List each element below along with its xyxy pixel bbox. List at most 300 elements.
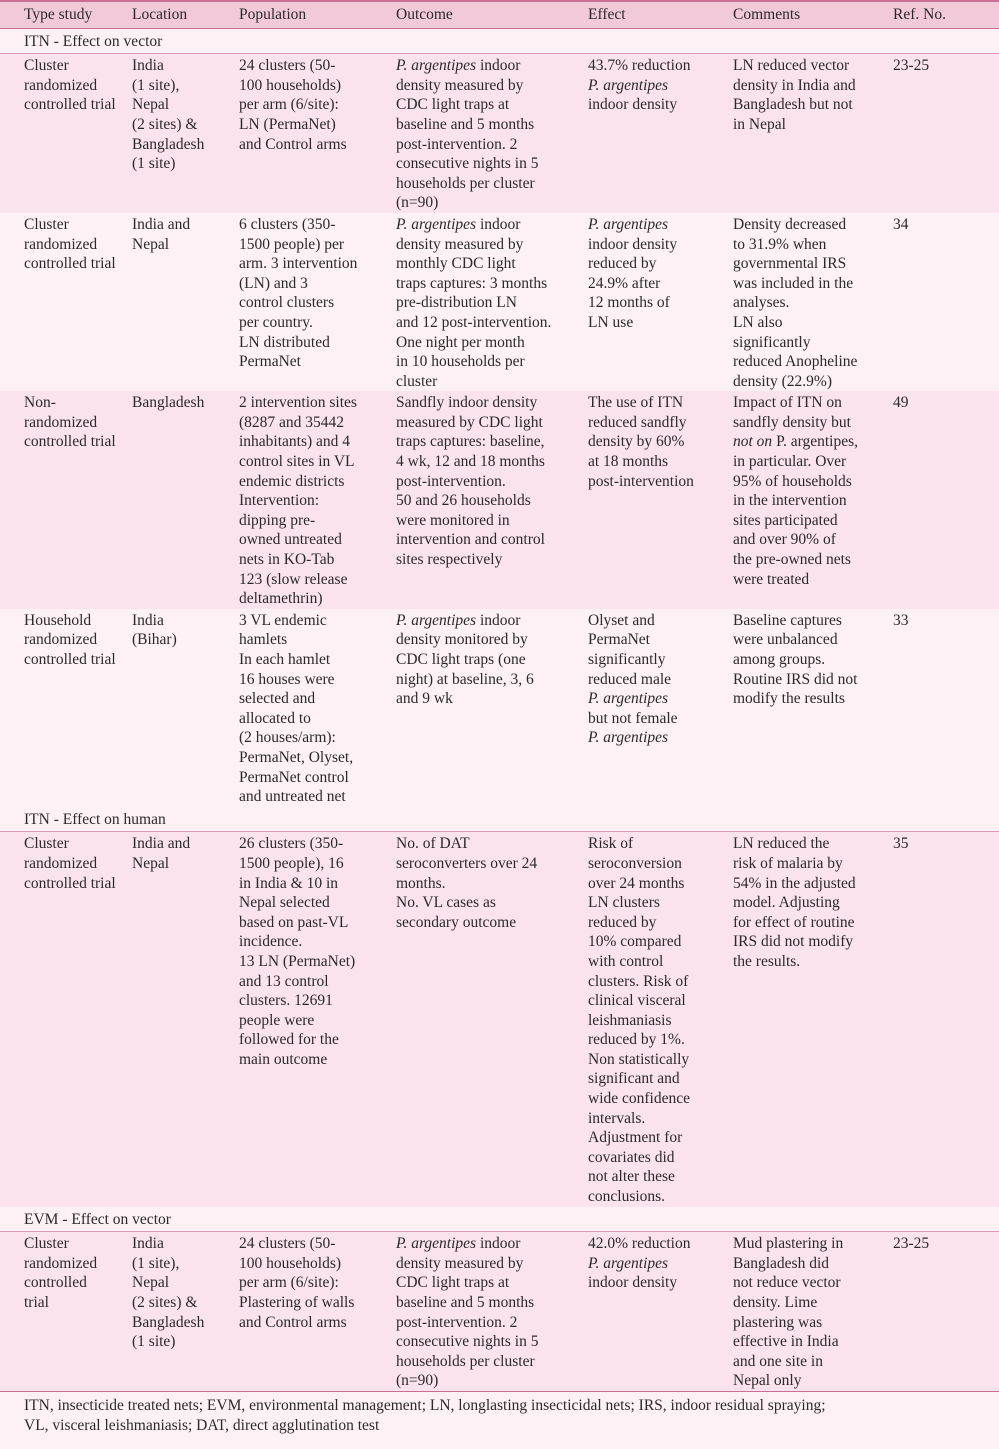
cell-line: One night per month bbox=[396, 333, 525, 351]
cell-location bbox=[132, 213, 239, 391]
cell-line: measured by CDC light bbox=[396, 413, 543, 431]
cell-line: reduced sandfly bbox=[588, 413, 687, 431]
cell-line: not alter these bbox=[588, 1168, 675, 1186]
cell-line: LN reduced the bbox=[733, 835, 830, 853]
cell-line: were unbalanced bbox=[733, 631, 838, 649]
cell-line: leishmaniasis bbox=[588, 1011, 672, 1029]
cell-line: sandfly density but bbox=[733, 413, 851, 431]
cell-line: density by 60% bbox=[588, 433, 685, 451]
cell-line: main outcome bbox=[239, 1050, 328, 1068]
table-row bbox=[0, 832, 999, 1207]
cell-line: randomized bbox=[24, 76, 98, 94]
cell-line: deltamethrin) bbox=[239, 590, 323, 608]
cell-line: controlled trial bbox=[24, 651, 116, 668]
cell-line: Household bbox=[24, 611, 92, 629]
cell-outcome bbox=[396, 832, 588, 1207]
cell-type-study bbox=[0, 832, 132, 1207]
table-row bbox=[0, 1232, 999, 1392]
cell-line: 24 clusters (50- bbox=[239, 1235, 336, 1253]
cell-line: reduced by bbox=[588, 913, 657, 931]
cell-line: baseline and 5 months bbox=[396, 115, 535, 133]
cell-comments bbox=[733, 832, 893, 1207]
cell-line: followed for the bbox=[239, 1031, 339, 1049]
cell-line: seroconversion bbox=[588, 854, 682, 872]
cell-line: 24.9% after bbox=[588, 274, 661, 292]
cell-line: Cluster bbox=[24, 57, 69, 75]
cell-line: P. argentipes indoor bbox=[396, 57, 521, 75]
cell-line: clinical visceral bbox=[588, 992, 686, 1010]
cell-type-study bbox=[0, 609, 132, 807]
cell-line: modify the results bbox=[733, 690, 845, 708]
cell-line: 34 bbox=[893, 215, 909, 233]
cell-line: (2 sites) & bbox=[132, 115, 198, 133]
cell-line: LN also bbox=[733, 313, 783, 331]
cell-line: and untreated net bbox=[239, 788, 346, 806]
cell-line bbox=[588, 728, 729, 748]
cell-line: and 13 control bbox=[239, 972, 329, 990]
cell-line: and Control arms bbox=[239, 1313, 347, 1331]
cell-line: P. argentipes indoor bbox=[396, 215, 521, 233]
cell-line: and one site in bbox=[733, 1352, 823, 1370]
cell-line: sites participated bbox=[733, 511, 838, 529]
cell-line: intervals. bbox=[588, 1109, 646, 1127]
cell-line: 42.0% reduction bbox=[588, 1235, 691, 1253]
cell-line: 6 clusters (350- bbox=[239, 215, 336, 233]
cell-population bbox=[239, 213, 396, 391]
cell-line: Density decreased bbox=[733, 215, 847, 233]
cell-line: controlled bbox=[24, 1274, 87, 1292]
col-header-location: Location bbox=[132, 1, 239, 28]
cell-line: 23-25 bbox=[893, 57, 930, 75]
cell-comments bbox=[733, 1232, 893, 1392]
cell-line: in India & 10 in bbox=[239, 874, 339, 892]
cell-population bbox=[239, 54, 396, 213]
cell-line: In each hamlet bbox=[239, 651, 331, 668]
cell-population bbox=[239, 1232, 396, 1392]
cell-line: the pre-owned nets bbox=[733, 551, 851, 569]
col-header-outcome: Outcome bbox=[396, 1, 588, 28]
cell-line: Cluster bbox=[24, 1235, 69, 1253]
cell-line: control clusters bbox=[239, 294, 335, 312]
table-row bbox=[0, 391, 999, 609]
cell-line: 24 clusters (50- bbox=[239, 57, 336, 75]
cell-outcome bbox=[396, 1232, 588, 1392]
cell-ref-no bbox=[893, 832, 999, 1207]
footnote-line: VL, visceral leishmaniasis; DAT, direct agglutination test bbox=[24, 1416, 380, 1434]
cell-line: No. of DAT bbox=[396, 835, 470, 853]
cell-line: in Nepal bbox=[733, 115, 786, 133]
cell-line: among groups. bbox=[733, 651, 826, 668]
cell-line: density (22.9%) bbox=[733, 372, 833, 390]
col-header-comments: Comments bbox=[733, 1, 893, 28]
section-row bbox=[0, 28, 999, 54]
cell-line: intervention and control bbox=[396, 531, 545, 549]
cell-type-study bbox=[0, 391, 132, 609]
cell-line: endemic districts bbox=[239, 472, 345, 490]
cell-line: 100 households) bbox=[239, 1254, 342, 1272]
cell-line: 33 bbox=[893, 611, 909, 629]
cell-line: (LN) and 3 bbox=[239, 274, 308, 292]
cell-line: 1500 people), 16 bbox=[239, 854, 344, 872]
cell-line: per arm (6/site): bbox=[239, 96, 339, 114]
cell-location bbox=[132, 54, 239, 213]
cell-line: Nepal only bbox=[733, 1372, 802, 1390]
cell-line: 95% of households bbox=[733, 472, 852, 490]
cell-line: 43.7% reduction bbox=[588, 57, 691, 75]
cell-line: Bangladesh bbox=[132, 1313, 205, 1331]
cell-line: in the intervention bbox=[733, 492, 847, 510]
cell-line: governmental IRS bbox=[733, 255, 847, 273]
cell-outcome bbox=[396, 54, 588, 213]
cell-line: Nepal bbox=[132, 1274, 170, 1292]
cell-location bbox=[132, 832, 239, 1207]
cell-line: selected and bbox=[239, 690, 316, 708]
cell-line: Adjustment for bbox=[588, 1129, 683, 1147]
cell-line: (2 sites) & bbox=[132, 1294, 198, 1311]
cell-location bbox=[132, 1232, 239, 1392]
cell-line: in particular. Over bbox=[733, 453, 847, 471]
cell-line: and Control arms bbox=[239, 135, 347, 153]
species-name: P. argentipes bbox=[588, 76, 669, 94]
cell-population bbox=[239, 609, 396, 807]
cell-line: 23-25 bbox=[893, 1235, 930, 1253]
cell-line: Intervention: bbox=[239, 492, 320, 510]
cell-line: CDC light traps at bbox=[396, 96, 510, 114]
cell-line: Impact of ITN on bbox=[733, 394, 842, 412]
cell-comments bbox=[733, 213, 893, 391]
cell-line: baseline and 5 months bbox=[396, 1294, 535, 1311]
cell-line: in 10 households per bbox=[396, 353, 525, 371]
cell-line: nets in KO-Tab bbox=[239, 551, 335, 569]
cell-line: post-intervention bbox=[588, 472, 694, 490]
cell-line: 10% compared bbox=[588, 933, 682, 951]
cell-ref-no bbox=[893, 391, 999, 609]
cell-line: (1 site) bbox=[132, 1333, 176, 1351]
cell-line: traps captures: 3 months bbox=[396, 274, 548, 292]
cell-line: but not female bbox=[588, 709, 678, 727]
species-name: P. argentipes bbox=[396, 1235, 477, 1253]
cell-line: randomized bbox=[24, 413, 98, 431]
footnote-line: ITN, insecticide treated nets; EVM, environmental management; LN, longlasting insecticidal nets; IRS, indoor residual spraying; bbox=[24, 1396, 826, 1414]
cell-line: CDC light traps (one bbox=[396, 651, 526, 668]
col-header-ref-no: Ref. No. bbox=[893, 1, 999, 28]
cell-line: India bbox=[132, 57, 164, 75]
cell-line: control sites in VL bbox=[239, 453, 355, 471]
cell-line bbox=[588, 689, 729, 709]
section-row bbox=[0, 807, 999, 832]
cell-comments bbox=[733, 391, 893, 609]
cell-line: per arm (6/site): bbox=[239, 1274, 339, 1292]
cell-line: P. argentipes indoor bbox=[396, 1235, 521, 1253]
cell-line: seroconverters over 24 bbox=[396, 854, 538, 872]
section-row bbox=[0, 1207, 999, 1232]
cell-line: dipping pre- bbox=[239, 511, 316, 529]
cell-line: effective in India bbox=[733, 1333, 839, 1351]
cell-line: Nepal bbox=[132, 96, 170, 114]
cell-line: controlled trial bbox=[24, 96, 116, 114]
cell-comments bbox=[733, 609, 893, 807]
cell-line: density monitored by bbox=[396, 631, 528, 649]
header-row bbox=[0, 1, 999, 28]
cell-line: indoor density bbox=[588, 235, 678, 253]
cell-line: cluster bbox=[396, 372, 438, 390]
cell-line: (2 houses/arm): bbox=[239, 729, 336, 747]
cell-line: arm. 3 intervention bbox=[239, 255, 358, 273]
species-name: P. argentipes bbox=[396, 57, 477, 75]
cell-type-study bbox=[0, 1232, 132, 1392]
cell-line: IRS did not modify bbox=[733, 933, 854, 951]
cell-line: covariates did bbox=[588, 1148, 675, 1166]
cell-line: India and bbox=[132, 215, 191, 233]
cell-population bbox=[239, 391, 396, 609]
cell-line: households per cluster bbox=[396, 174, 535, 192]
cell-line: the results. bbox=[733, 952, 801, 970]
cell-ref-no bbox=[893, 213, 999, 391]
cell-line: clusters. 12691 bbox=[239, 992, 333, 1010]
cell-comments bbox=[733, 54, 893, 213]
cell-line: Bangladesh did bbox=[733, 1254, 829, 1272]
cell-line: Bangladesh but not bbox=[733, 96, 853, 114]
cell-line: 49 bbox=[893, 394, 909, 412]
cell-type-study bbox=[0, 54, 132, 213]
cell-line: controlled trial bbox=[24, 874, 116, 892]
cell-line: randomized bbox=[24, 1254, 98, 1272]
cell-line: and 12 post-intervention. bbox=[396, 313, 552, 331]
cell-effect bbox=[588, 1232, 733, 1392]
table-row bbox=[0, 609, 999, 807]
cell-line: not reduce vector bbox=[733, 1274, 841, 1292]
cell-line: 4 wk, 12 and 18 months bbox=[396, 453, 545, 471]
cell-line: PermaNet bbox=[588, 631, 650, 649]
cell-line: LN use bbox=[588, 313, 634, 331]
cell-effect bbox=[588, 832, 733, 1207]
cell-line: months. bbox=[396, 874, 446, 892]
table-header bbox=[0, 1, 999, 28]
cell-line: randomized bbox=[24, 235, 98, 253]
cell-line: density in India and bbox=[733, 76, 856, 94]
cell-line: No. VL cases as bbox=[396, 894, 496, 912]
section-title: EVM - Effect on vector bbox=[0, 1207, 999, 1232]
cell-line: significant and bbox=[588, 1070, 680, 1088]
cell-line: to 31.9% when bbox=[733, 235, 827, 253]
cell-line: (n=90) bbox=[396, 194, 439, 212]
cell-line: for effect of routine bbox=[733, 913, 855, 931]
cell-line: Bangladesh bbox=[132, 394, 205, 412]
cell-line: 3 VL endemic bbox=[239, 611, 327, 629]
cell-line: (1 site) bbox=[132, 155, 176, 173]
cell-line: PermaNet control bbox=[239, 768, 349, 786]
cell-line: model. Adjusting bbox=[733, 894, 840, 912]
cell-line: reduced by bbox=[588, 255, 657, 273]
cell-line: India bbox=[132, 1235, 164, 1253]
section-title: ITN - Effect on human bbox=[0, 807, 999, 832]
cell-line: per country. bbox=[239, 313, 313, 331]
cell-line: LN distributed bbox=[239, 333, 330, 351]
table-body bbox=[0, 28, 999, 1391]
cell-line: (Bihar) bbox=[132, 631, 177, 649]
cell-line: not on P. argentipes, bbox=[733, 433, 859, 451]
cell-line: Nepal bbox=[132, 854, 170, 872]
cell-line: CDC light traps at bbox=[396, 1274, 510, 1292]
cell-line: density measured by bbox=[396, 76, 524, 94]
species-name: P. argentipes bbox=[396, 215, 477, 233]
cell-line: owned untreated bbox=[239, 531, 342, 549]
cell-line: wide confidence bbox=[588, 1090, 690, 1108]
cell-effect bbox=[588, 213, 733, 391]
cell-effect bbox=[588, 54, 733, 213]
cell-line: density. Lime bbox=[733, 1294, 818, 1311]
cell-line: Risk of bbox=[588, 835, 634, 853]
cell-ref-no bbox=[893, 54, 999, 213]
cell-line: clusters. Risk of bbox=[588, 972, 689, 990]
cell-line: 12 months of bbox=[588, 294, 670, 312]
cell-line: conclusions. bbox=[588, 1188, 666, 1206]
table-row bbox=[0, 213, 999, 391]
cell-line: controlled trial bbox=[24, 255, 116, 273]
col-header-effect: Effect bbox=[588, 1, 733, 28]
cell-outcome bbox=[396, 609, 588, 807]
cell-line: density measured by bbox=[396, 235, 524, 253]
cell-line: randomized bbox=[24, 854, 98, 872]
cell-line: incidence. bbox=[239, 933, 303, 951]
cell-line: reduced male bbox=[588, 670, 672, 688]
cell-line: Olyset and bbox=[588, 611, 655, 629]
cell-line: The use of ITN bbox=[588, 394, 684, 412]
cell-line: LN reduced vector bbox=[733, 57, 850, 75]
cell-line: post-intervention. bbox=[396, 472, 506, 490]
cell-line: LN (PermaNet) bbox=[239, 115, 336, 133]
cell-line: and over 90% of bbox=[733, 531, 836, 549]
cell-line: Baseline captures bbox=[733, 611, 842, 629]
species-name: not on bbox=[733, 433, 777, 451]
cell-line: consecutive nights in 5 bbox=[396, 1333, 539, 1351]
species-name: P. argentipes bbox=[396, 611, 477, 629]
cell-line: Non- bbox=[24, 394, 56, 412]
cell-line: with control bbox=[588, 952, 664, 970]
cell-line: over 24 months bbox=[588, 874, 685, 892]
footnote-row bbox=[0, 1391, 999, 1441]
cell-line: hamlets bbox=[239, 631, 288, 649]
cell-line: 16 houses were bbox=[239, 670, 335, 688]
cell-line: indoor density bbox=[588, 1274, 678, 1292]
cell-line: reduced Anopheline bbox=[733, 353, 858, 371]
cell-line: (8287 and 35442 bbox=[239, 413, 345, 431]
cell-line: reduced by 1%. bbox=[588, 1031, 685, 1049]
cell-line: at 18 months bbox=[588, 453, 669, 471]
cell-location bbox=[132, 391, 239, 609]
cell-line: 2 intervention sites bbox=[239, 394, 357, 412]
cell-line: based on past-VL bbox=[239, 913, 349, 931]
table-footnote bbox=[0, 1391, 999, 1441]
cell-line: trial bbox=[24, 1294, 49, 1311]
cell-ref-no bbox=[893, 1232, 999, 1392]
col-header-population: Population bbox=[239, 1, 396, 28]
col-header-type-study: Type study bbox=[0, 1, 132, 28]
cell-line: Nepal bbox=[132, 235, 170, 253]
cell-line bbox=[588, 215, 729, 235]
cell-line: significantly bbox=[588, 651, 666, 668]
cell-line: 13 LN (PermaNet) bbox=[239, 952, 356, 970]
cell-line: Routine IRS did not bbox=[733, 670, 858, 688]
cell-line: plastering was bbox=[733, 1313, 823, 1331]
cell-line: was included in the bbox=[733, 274, 854, 292]
cell-line: and 9 wk bbox=[396, 690, 453, 708]
species-name: P. argentipes bbox=[588, 1254, 669, 1272]
cell-outcome bbox=[396, 391, 588, 609]
cell-line: night) at baseline, 3, 6 bbox=[396, 670, 534, 688]
cell-line: 100 households) bbox=[239, 76, 342, 94]
cell-type-study bbox=[0, 213, 132, 391]
cell-line: Mud plastering in bbox=[733, 1235, 844, 1253]
cell-line bbox=[588, 1254, 729, 1274]
species-name: P. argentipes bbox=[588, 729, 669, 747]
cell-line: traps captures: baseline, bbox=[396, 433, 545, 451]
cell-line: Non statistically bbox=[588, 1050, 690, 1068]
cell-line: controlled trial bbox=[24, 433, 116, 451]
cell-ref-no bbox=[893, 609, 999, 807]
cell-line: post-intervention. 2 bbox=[396, 1313, 518, 1331]
cell-line: Plastering of walls bbox=[239, 1294, 355, 1311]
cell-line: Cluster bbox=[24, 835, 69, 853]
table-row bbox=[0, 54, 999, 213]
cell-line: density measured by bbox=[396, 1254, 524, 1272]
cell-line: (1 site), bbox=[132, 76, 180, 94]
cell-line: significantly bbox=[733, 333, 811, 351]
cell-line: indoor density bbox=[588, 96, 678, 114]
cell-line: were treated bbox=[733, 570, 810, 588]
cell-line: 1500 people) per bbox=[239, 235, 345, 253]
cell-line: risk of malaria by bbox=[733, 854, 843, 872]
cell-line bbox=[588, 76, 729, 96]
cell-line: 54% in the adjusted bbox=[733, 874, 856, 892]
cell-line: 50 and 26 households bbox=[396, 492, 531, 510]
cell-effect bbox=[588, 609, 733, 807]
cell-line: secondary outcome bbox=[396, 913, 517, 931]
cell-line: pre-distribution LN bbox=[396, 294, 517, 312]
cell-line: analyses. bbox=[733, 294, 790, 312]
cell-line: 26 clusters (350- bbox=[239, 835, 344, 853]
cell-line: 35 bbox=[893, 835, 909, 853]
cell-line: Bangladesh bbox=[132, 135, 205, 153]
species-name: P. argentipes bbox=[588, 215, 669, 233]
cell-line: (1 site), bbox=[132, 1254, 180, 1272]
cell-line: 123 (slow release bbox=[239, 570, 348, 588]
cell-location bbox=[132, 609, 239, 807]
cell-line: India bbox=[132, 611, 164, 629]
cell-line: inhabitants) and 4 bbox=[239, 433, 351, 451]
species-name: P. argentipes bbox=[588, 690, 669, 708]
cell-outcome bbox=[396, 213, 588, 391]
cell-line: post-intervention. 2 bbox=[396, 135, 518, 153]
cell-line: people were bbox=[239, 1011, 315, 1029]
cell-line: monthly CDC light bbox=[396, 255, 516, 273]
cell-line: P. argentipes indoor bbox=[396, 611, 521, 629]
cell-line: India and bbox=[132, 835, 191, 853]
cell-line: (n=90) bbox=[396, 1372, 439, 1390]
cell-line: PermaNet, Olyset, bbox=[239, 748, 354, 766]
section-title: ITN - Effect on vector bbox=[0, 28, 999, 54]
cell-line: sites respectively bbox=[396, 551, 503, 569]
cell-line: consecutive nights in 5 bbox=[396, 155, 539, 173]
cell-line: Sandfly indoor density bbox=[396, 394, 538, 412]
cell-line: households per cluster bbox=[396, 1352, 535, 1370]
cell-line: PermaNet bbox=[239, 353, 301, 371]
cell-line: Cluster bbox=[24, 215, 69, 233]
cell-line: randomized bbox=[24, 631, 98, 649]
cell-line: allocated to bbox=[239, 709, 311, 727]
cell-effect bbox=[588, 391, 733, 609]
cell-line: were monitored in bbox=[396, 511, 510, 529]
